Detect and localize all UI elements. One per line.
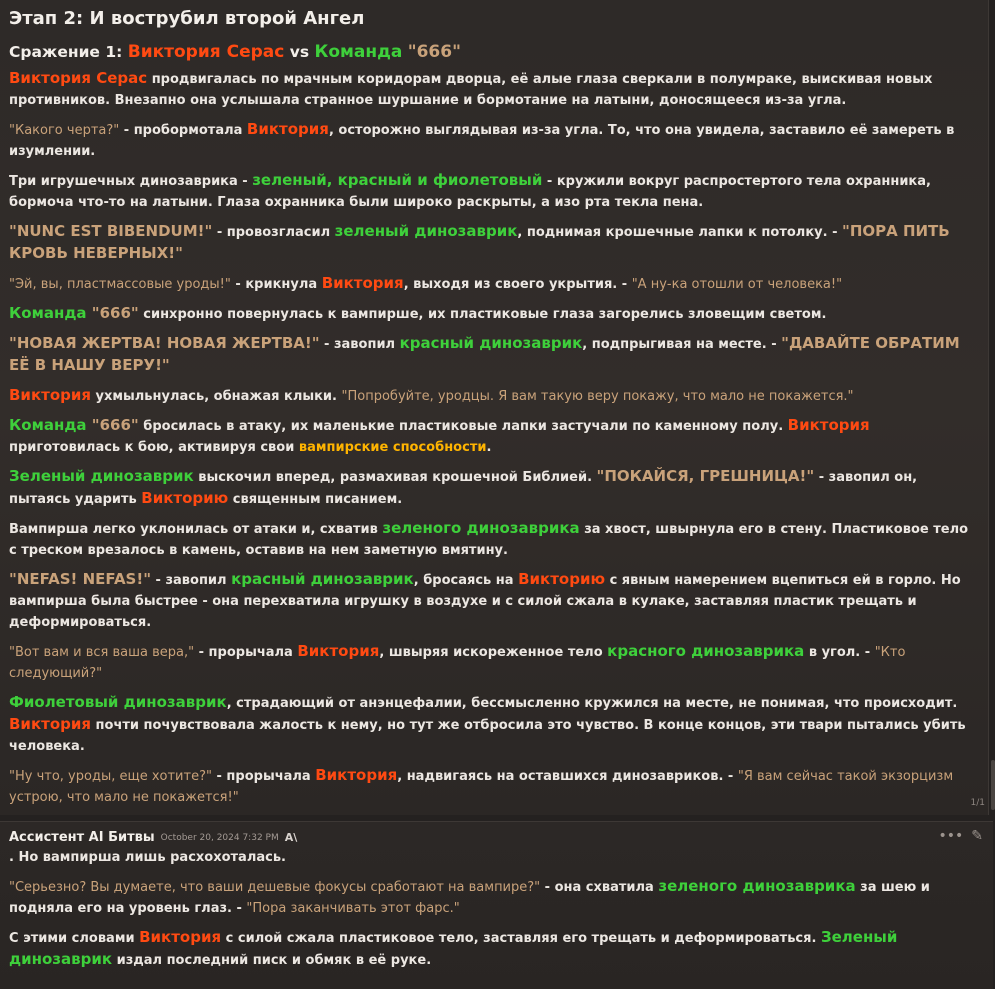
text: . Но вампирша лишь расхохоталась. <box>9 850 286 865</box>
stage-title: Этап 2: И вострубил второй Ангел <box>9 8 365 29</box>
text: продвигалась по мрачным коридорам дворца, её алые глаза сверкали в полумраке, выискивая новых противников. Внезапно она услышала странное шуршание и бормотание на латыни, доносящееся из-за угла. <box>9 72 933 108</box>
name-green-dino: зеленого динозаврика <box>382 519 580 537</box>
edit-icon[interactable]: ✎ <box>971 828 983 844</box>
paragraph-13 <box>9 641 978 684</box>
ability: вампирские способности <box>298 440 487 455</box>
speech: "Ну что, уроды, еще хотите?" <box>9 769 212 784</box>
text: в угол. - <box>804 645 875 660</box>
name-dinos: зеленый, красный и фиолетовый <box>252 171 543 189</box>
name-victoria: Виктория <box>139 928 222 946</box>
message-actions <box>938 828 983 844</box>
speech: "Пора заканчивать этот фарс." <box>246 901 460 916</box>
paragraph-3 <box>9 170 978 213</box>
name-victoria: Виктория <box>246 120 329 138</box>
ai-icon: A\ <box>284 831 298 844</box>
paragraph-1 <box>9 68 978 111</box>
battle-prefix: Сражение 1: <box>9 43 128 61</box>
name-green-dino: зеленый динозаврик <box>334 222 518 240</box>
text: выскочил вперед, размахивая крошечной Библией. <box>193 470 597 485</box>
name-green-dino: Зеленый динозаврик <box>9 467 194 485</box>
speech: "А ну-ка отошли от человека!" <box>631 277 843 292</box>
text: , подпрыгивая на месте. - <box>582 337 782 352</box>
battle-heading <box>9 42 978 62</box>
paragraph-m3 <box>9 927 983 971</box>
text: - завопил <box>319 337 400 352</box>
name-victoria: Виктория <box>297 642 380 660</box>
text: . <box>486 440 492 455</box>
text: ухмыльнулась, обнажая клыки. <box>91 389 342 404</box>
paragraph-14 <box>9 692 978 757</box>
shout: "ПОКАЙСЯ, ГРЕШНИЦА!" <box>596 467 815 485</box>
name-victoria: Виктория <box>9 715 92 733</box>
name-team: Команда <box>9 416 87 434</box>
speech: "Попробуйте, уродцы. Я вам такую веру покажу, что мало не покажется." <box>341 389 854 404</box>
team-number: "666" <box>86 304 139 322</box>
text: - прорычала <box>194 645 298 660</box>
shout: "ПОРА ПИТЬ КРОВЬ НЕВЕРНЫХ!" <box>9 222 950 262</box>
paragraph-m1 <box>9 847 983 868</box>
paragraph-2 <box>9 119 978 162</box>
fighter-b-number: "666" <box>407 42 461 62</box>
paragraph-15 <box>9 765 978 808</box>
text: бросилась в атаку, их маленькие пластиковые лапки застучали по каменному полу. <box>138 419 788 434</box>
paragraph-m2 <box>9 876 983 919</box>
name-victoria: Викторию <box>518 570 606 588</box>
paragraph-9 <box>9 415 978 458</box>
text: приготовилась к бою, активируя свои <box>9 440 299 455</box>
scrollbar[interactable] <box>991 760 995 810</box>
fighter-a: Виктория Серас <box>127 42 285 62</box>
text: с явным намерением вцепиться ей в горло. Но вампирша была быстрее - она перехватила игрушку в воздухе и с силой сжала в кулаке, заставляя пластик трещать и деформироваться. <box>9 573 961 630</box>
name-victoria: Виктория <box>787 416 870 434</box>
speech: "Вот вам и вся ваша вера," <box>9 645 195 660</box>
text: синхронно повернулась к вампирше, их пластиковые глаза загорелись зловещим светом. <box>138 307 827 322</box>
paragraph-4 <box>9 221 978 265</box>
text: за хвост, швырнула его в стену. Пластиковое тело с треском врезалось в камень, оставив на нем заметную вмятину. <box>9 522 969 558</box>
shout: "ДАВАЙТЕ ОБРАТИМ ЕЁ В НАШУ ВЕРУ!" <box>9 334 960 374</box>
paragraph-8 <box>9 385 978 407</box>
name-victoria: Виктория <box>321 274 404 292</box>
name-red-dino: красного динозаврика <box>607 642 805 660</box>
text: - она схватила <box>540 880 659 895</box>
name-green-dino: Зеленый динозаврик <box>9 928 898 968</box>
text: , бросаясь на <box>413 573 519 588</box>
battle-vs: vs <box>284 43 315 61</box>
name-red-dino: красный динозаврик <box>231 570 414 588</box>
shout: "NUNC EST BIBENDUM!" <box>9 222 213 240</box>
text: - прорычала <box>211 769 316 784</box>
text: , швыряя искореженное тело <box>379 645 608 660</box>
text: - завопил он, пытаясь ударить <box>9 470 918 507</box>
text: священным писанием. <box>228 492 403 507</box>
paragraph-5 <box>9 273 978 295</box>
text: - пробормотала <box>119 123 247 138</box>
name-red-dino: красный динозаврик <box>399 334 583 352</box>
paragraph-6 <box>9 303 978 325</box>
text: , выходя из своего укрытия. - <box>403 277 632 292</box>
page-count: 1/1 <box>970 798 985 808</box>
name-green-dino: зеленого динозаврика <box>658 877 856 895</box>
name-victoria: Виктория Серас <box>9 69 148 87</box>
name-victoria: Виктория <box>9 386 92 404</box>
speech: "Эй, вы, пластмассовые уроды!" <box>9 277 231 292</box>
name-purple-dino: Фиолетовый динозаврик <box>9 693 227 711</box>
text: - крикнула <box>230 277 322 292</box>
paragraph-12 <box>9 569 978 633</box>
text: , страдающий от анэнцефалии, бессмысленно кружился на месте, не понимая, что происходит. <box>226 696 958 711</box>
text: почти почувствовала жалость к нему, но тут же отбросила это чувство. В конце концов, эти твари пытались убить человека. <box>9 718 966 754</box>
message-header <box>9 830 983 845</box>
author-name[interactable]: Ассистент AI Битвы <box>9 830 155 845</box>
text: - завопил <box>151 573 232 588</box>
text: с силой сжала пластиковое тело, заставляя его трещать и деформироваться. <box>221 931 821 946</box>
fighter-b: Команда <box>314 42 403 62</box>
paragraph-11 <box>9 518 978 561</box>
paragraph-10 <box>9 466 978 510</box>
text: - кружили вокруг распростертого тела охранника, бормоча что-то на латыни. Глаза охранника были широко раскрыты, а изо рта текла пена. <box>9 174 931 210</box>
name-victoria: Виктория <box>315 766 398 784</box>
text: издал последний писк и обмяк в её руке. <box>112 953 432 968</box>
team-number: "666" <box>86 416 139 434</box>
name-team: Команда <box>9 304 87 322</box>
speech: "Какого черта?" <box>9 123 120 138</box>
text: - провозгласил <box>212 225 335 240</box>
text: С этими словами <box>9 931 140 946</box>
text: , поднимая крошечные лапки к потолку. - <box>517 225 842 240</box>
text: Вампирша легко уклонилась от атаки и, схватив <box>9 522 383 537</box>
shout: "NEFAS! NEFAS!" <box>9 570 152 588</box>
paragraph-7 <box>9 333 978 377</box>
speech: "Я вам сейчас такой экзорцизм устрою, что мало не покажется!" <box>9 769 954 805</box>
text: за шею и подняла его на уровень глаз. - <box>9 880 930 916</box>
name-victoria: Викторию <box>141 489 229 507</box>
speech: "Кто следующий?" <box>9 645 906 681</box>
speech: "Серьезно? Вы думаете, что ваши дешевые фокусы сработают на вампире?" <box>9 880 541 895</box>
text: , надвигаясь на оставшихся динозавриков. - <box>397 769 738 784</box>
message-2 <box>0 821 993 989</box>
more-icon[interactable]: ••• <box>938 828 964 844</box>
timestamp: October 20, 2024 7:32 PM <box>160 832 279 843</box>
shout: "НОВАЯ ЖЕРТВА! НОВАЯ ЖЕРТВА!" <box>9 334 320 352</box>
text: , осторожно выглядывая из-за угла. То, что она увидела, заставило её замереть в изумлении. <box>9 123 955 159</box>
text: Три игрушечных динозаврика - <box>9 174 253 189</box>
